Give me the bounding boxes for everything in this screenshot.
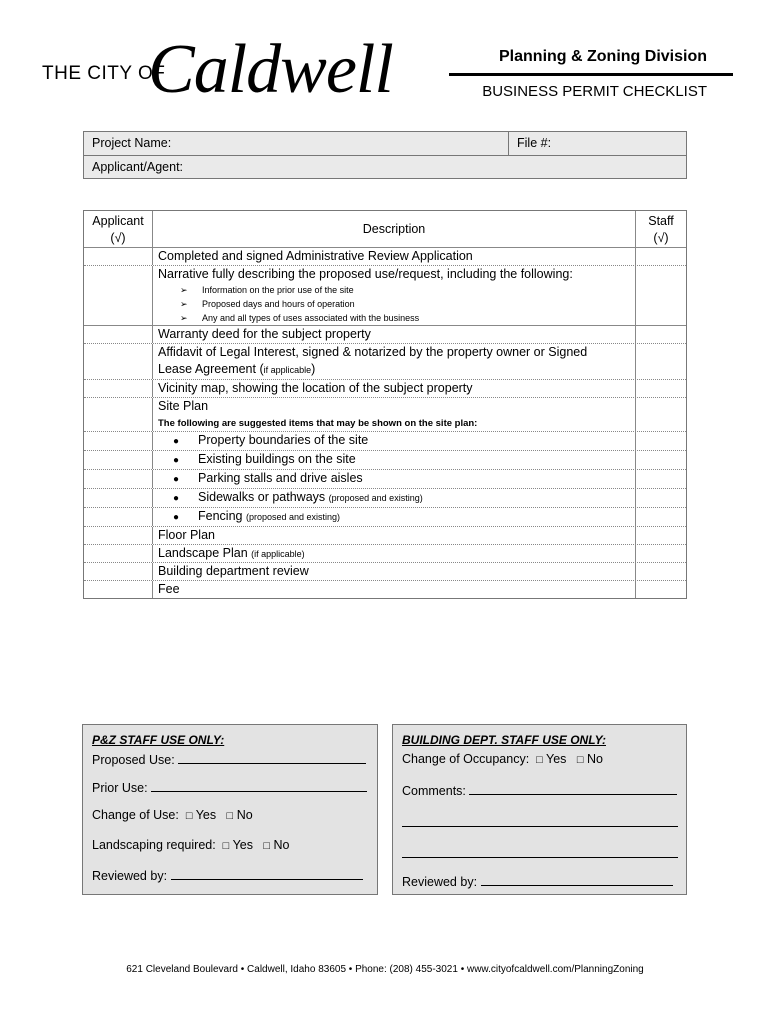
applicant-check-cell[interactable] [84, 508, 153, 526]
subitem-prior-use: Information on the prior use of the site [202, 285, 354, 295]
yes-checkbox-icon[interactable]: □ [536, 754, 543, 766]
project-info-table [83, 131, 687, 179]
bd-heading-text: BUILDING DEPT. STAFF USE ONLY: [402, 733, 606, 747]
applicant-check-cell[interactable] [84, 326, 153, 343]
prior-use-label: Prior Use: [92, 781, 148, 795]
description-header-label: Description [362, 222, 426, 236]
yes-checkbox-icon[interactable]: □ [222, 840, 230, 852]
checklist-row [84, 562, 686, 580]
staff-check-cell[interactable] [636, 344, 686, 379]
fencing-note: (proposed and existing) [245, 512, 341, 522]
sidewalks-label: Sidewalks or pathways [198, 490, 326, 504]
item-fencing [153, 508, 636, 526]
staff-check-cell[interactable] [636, 470, 686, 488]
checklist-row [84, 450, 686, 469]
bullet-icon: ● [173, 474, 180, 485]
yes-checkbox-icon[interactable]: □ [185, 810, 193, 822]
comments-extra-line[interactable] [402, 826, 678, 827]
pz-staff-heading [92, 733, 224, 747]
arrow-bullet-icon: ➢ [180, 299, 188, 309]
item-admin-review: Completed and signed Administrative Review Application [153, 248, 636, 265]
staff-column-header [636, 211, 686, 247]
subitem-hours: Proposed days and hours of operation [202, 299, 355, 309]
comments-line[interactable] [469, 783, 677, 795]
item-affidavit [153, 344, 636, 379]
checklist-row [84, 343, 686, 379]
project-row [84, 132, 686, 155]
change-of-use-label: Change of Use: [92, 808, 179, 822]
no-checkbox-icon[interactable]: □ [263, 840, 271, 852]
narrative-subitem [158, 297, 635, 311]
checklist-header-row [84, 211, 686, 247]
checklist-row [84, 580, 686, 598]
bullet-icon: ● [173, 455, 180, 466]
affidavit-close: ) [311, 362, 316, 376]
checklist-row [84, 544, 686, 562]
staff-check-cell[interactable] [636, 489, 686, 507]
yes-label: Yes [546, 752, 567, 766]
bd-reviewed-by-line[interactable] [481, 874, 673, 886]
item-vicinity: Vicinity map, showing the location of the subject property [153, 380, 636, 397]
pz-reviewed-by-label: Reviewed by: [92, 869, 168, 883]
item-site-plan [153, 398, 636, 431]
staff-check-cell[interactable] [636, 248, 686, 265]
staff-header-check: (√) [653, 231, 669, 245]
change-of-occupancy-field [402, 752, 603, 766]
city-logo [40, 30, 410, 110]
applicant-row [84, 155, 686, 178]
bullet-icon: ● [173, 436, 180, 447]
affidavit-text: Lease Agreement ( [158, 362, 264, 376]
staff-check-cell[interactable] [636, 563, 686, 580]
landscape-label: Landscape Plan [158, 546, 248, 560]
file-number-label: File #: [517, 136, 552, 150]
change-of-occupancy-label: Change of Occupancy: [402, 752, 530, 766]
description-column-header [153, 211, 636, 247]
landscaping-label: Landscaping required: [92, 838, 216, 852]
checklist-row [84, 265, 686, 325]
applicant-check-cell[interactable] [84, 248, 153, 265]
narrative-subitem [158, 283, 635, 297]
prior-use-line[interactable] [151, 780, 367, 792]
applicant-column-header [84, 211, 153, 247]
applicant-check-cell[interactable] [84, 470, 153, 488]
applicant-check-cell[interactable] [84, 563, 153, 580]
footer-contact: 621 Cleveland Boulevard • Caldwell, Idaho 83605 • Phone: (208) 455-3021 • www.cityofcaldwell.com/PlanningZoning [126, 964, 644, 975]
item-boundaries [153, 432, 636, 450]
landscaping-field [92, 838, 290, 852]
applicant-check-cell[interactable] [84, 398, 153, 431]
bullet-icon: ● [173, 493, 180, 504]
comments-label: Comments: [402, 784, 466, 798]
no-label: No [236, 808, 253, 822]
staff-check-cell[interactable] [636, 581, 686, 598]
applicant-check-cell[interactable] [84, 432, 153, 450]
narrative-label: Narrative fully describing the proposed use/request, including the following: [158, 267, 573, 281]
item-sidewalks [153, 489, 636, 507]
building-staff-panel [392, 724, 687, 895]
checklist-row [84, 379, 686, 397]
applicant-check-cell[interactable] [84, 344, 153, 379]
proposed-use-line[interactable] [178, 752, 366, 764]
prior-use-field[interactable] [92, 780, 367, 795]
item-buildings [153, 451, 636, 469]
logo-script: Caldwell [148, 31, 393, 108]
item-narrative [153, 266, 636, 325]
affidavit-line-1: Affidavit of Legal Interest, signed & notarized by the property owner or Signed [158, 345, 588, 359]
logo-prefix: THE CITY OF [42, 63, 166, 84]
proposed-use-label: Proposed Use: [92, 753, 175, 767]
staff-check-cell[interactable] [636, 432, 686, 450]
applicant-check-cell[interactable] [84, 380, 153, 397]
checklist-row [84, 247, 686, 265]
item-building-review: Building department review [153, 563, 636, 580]
subitem-uses: Any and all types of uses associated with the business [202, 313, 420, 323]
pz-reviewed-by-field[interactable] [92, 868, 363, 883]
parking-label: Parking stalls and drive aisles [198, 471, 363, 485]
buildings-label: Existing buildings on the site [198, 452, 356, 466]
item-landscape [153, 545, 636, 562]
pz-staff-panel [82, 724, 378, 895]
applicant-header-label: Applicant [92, 214, 144, 228]
narrative-subitem [158, 311, 635, 325]
header-divider [449, 73, 733, 76]
no-label: No [273, 838, 290, 852]
checklist-row [84, 325, 686, 343]
file-number-field[interactable] [509, 132, 686, 155]
project-name-field[interactable] [84, 132, 509, 155]
staff-check-cell[interactable] [636, 545, 686, 562]
applicant-check-cell[interactable] [84, 545, 153, 562]
arrow-bullet-icon: ➢ [180, 313, 188, 323]
bd-reviewed-by-field[interactable] [402, 874, 673, 889]
no-label: No [587, 752, 603, 766]
applicant-agent-label: Applicant/Agent: [92, 160, 184, 174]
checklist-row [84, 526, 686, 544]
staff-check-cell[interactable] [636, 527, 686, 544]
applicant-check-cell[interactable] [84, 581, 153, 598]
no-checkbox-icon[interactable]: □ [576, 754, 584, 766]
checklist-row [84, 507, 686, 526]
yes-label: Yes [232, 838, 253, 852]
pz-heading-text: P&Z STAFF USE ONLY: [92, 733, 225, 747]
staff-header-label: Staff [648, 214, 674, 228]
sidewalks-note: (proposed and existing) [328, 493, 423, 503]
item-warranty: Warranty deed for the subject property [153, 326, 636, 343]
item-fee: Fee [153, 581, 636, 598]
landscape-note: (if applicable) [251, 549, 305, 559]
site-plan-label: Site Plan [158, 399, 209, 413]
comments-extra-line[interactable] [402, 857, 678, 858]
pz-reviewed-by-line[interactable] [171, 868, 363, 880]
item-floor-plan: Floor Plan [153, 527, 636, 544]
staff-check-cell[interactable] [636, 380, 686, 397]
item-parking [153, 470, 636, 488]
applicant-agent-field[interactable] [84, 156, 183, 178]
staff-check-cell[interactable] [636, 398, 686, 431]
checklist-row [84, 469, 686, 488]
staff-check-cell[interactable] [636, 326, 686, 343]
checklist-row [84, 488, 686, 507]
affidavit-note: if applicable [263, 365, 312, 375]
applicant-check-cell[interactable] [84, 489, 153, 507]
comments-field[interactable] [402, 783, 677, 798]
checklist-table [83, 210, 687, 599]
applicant-check-cell[interactable] [84, 451, 153, 469]
checklist-row [84, 431, 686, 450]
fencing-label: Fencing [198, 509, 243, 523]
site-plan-note: The following are suggested items that may be shown on the site plan: [158, 418, 478, 429]
applicant-check-cell[interactable] [84, 527, 153, 544]
project-name-label: Project Name: [92, 136, 172, 150]
bd-staff-heading [402, 733, 606, 747]
staff-check-cell[interactable] [636, 451, 686, 469]
boundaries-label: Property boundaries of the site [198, 433, 369, 447]
bd-reviewed-by-label: Reviewed by: [402, 875, 478, 889]
no-checkbox-icon[interactable]: □ [226, 810, 234, 822]
applicant-header-check: (√) [110, 231, 126, 245]
yes-label: Yes [195, 808, 217, 822]
change-of-use-field [92, 808, 253, 822]
applicant-check-cell[interactable] [84, 266, 153, 325]
division-title: Planning & Zoning Division [499, 48, 707, 65]
affidavit-line-2 [158, 361, 635, 379]
arrow-bullet-icon: ➢ [180, 285, 188, 295]
bullet-icon: ● [173, 512, 180, 523]
staff-check-cell[interactable] [636, 508, 686, 526]
staff-check-cell[interactable] [636, 266, 686, 325]
checklist-row [84, 397, 686, 431]
proposed-use-field[interactable] [92, 752, 366, 767]
page-title: BUSINESS PERMIT CHECKLIST [482, 83, 707, 100]
